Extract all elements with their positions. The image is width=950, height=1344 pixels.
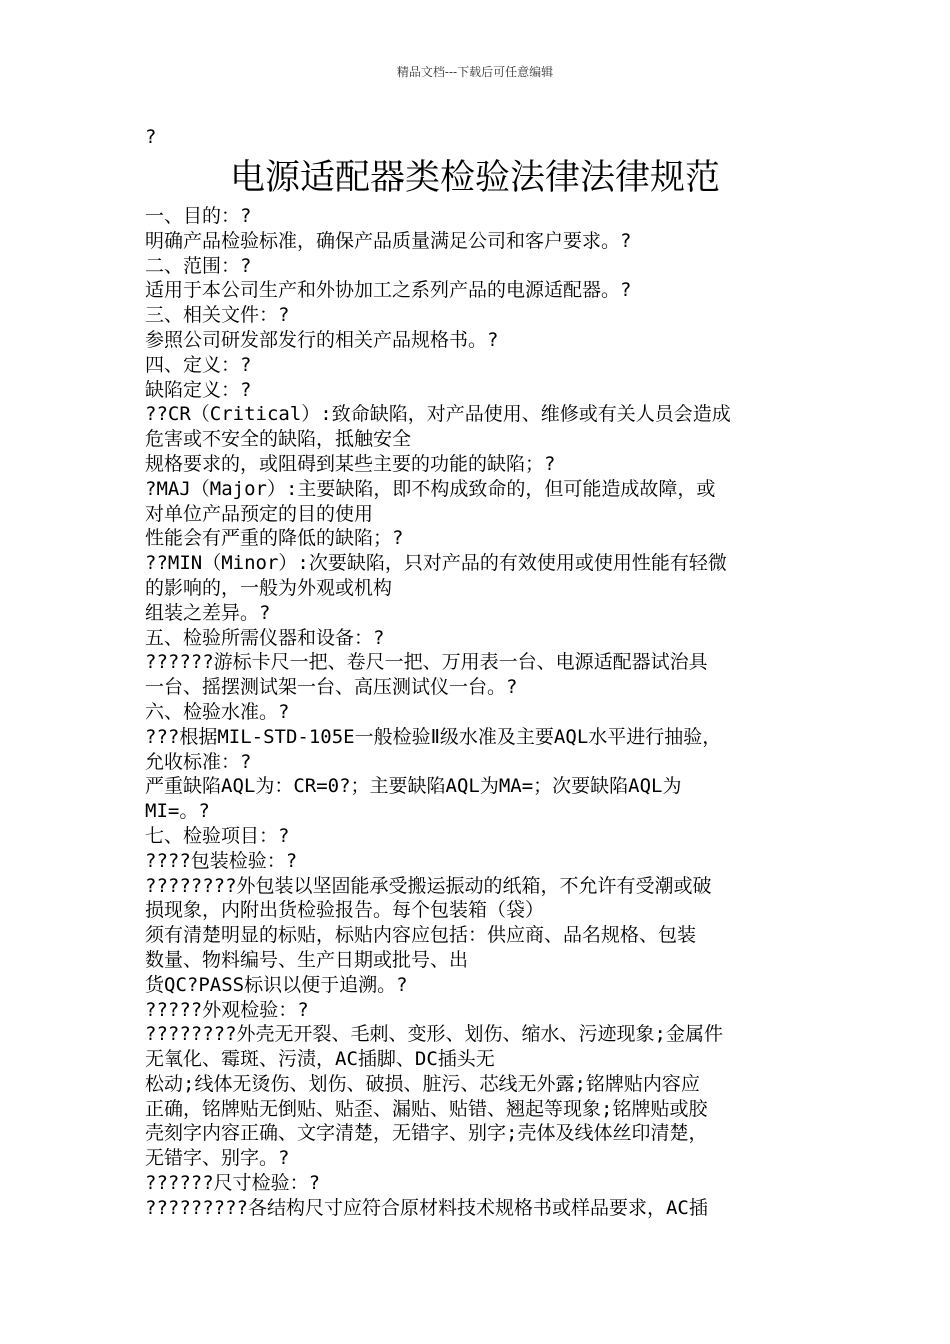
text-line: ????????外包装以坚固能承受搬运振动的纸箱，不允许有受潮或破 bbox=[145, 874, 712, 897]
text-line: MI=。? bbox=[145, 800, 210, 823]
text-line: ??MIN（Minor）:次要缺陷，只对产品的有效使用或使用性能有轻微 bbox=[145, 552, 727, 575]
text-line: 数量、物料编号、生产日期或批号、出 bbox=[145, 948, 469, 971]
document-body bbox=[145, 124, 825, 1221]
text-line: 正确，铭牌贴无倒贴、贴歪、漏贴、贴错、翘起等现象;铭牌贴或胶 bbox=[145, 1097, 708, 1120]
text-line: ??????尺寸检验：? bbox=[145, 1172, 321, 1195]
text-line: 一台、摇摆测试架一台、高压测试仪一台。? bbox=[145, 676, 518, 699]
text-line: 缺陷定义：? bbox=[145, 378, 252, 401]
text-line: 松动;线体无烫伤、划伤、破损、脏污、芯线无外露;铭牌贴内容应 bbox=[145, 1072, 700, 1095]
text-line: ??CR（Critical）:致命缺陷，对产品使用、维修或有关人员会造成 bbox=[145, 403, 731, 426]
text-line: ????????外壳无开裂、毛刺、变形、划伤、缩水、污迹现象;金属件 bbox=[145, 1023, 723, 1046]
text-line: 组装之差异。? bbox=[145, 601, 271, 624]
text-line: 一、目的：? bbox=[145, 205, 252, 227]
text-line: 三、相关文件：? bbox=[145, 304, 290, 327]
text-line: 货QC?PASS标识以便于追溯。? bbox=[145, 973, 408, 996]
text-line: 适用于本公司生产和外协加工之系列产品的电源适配器。? bbox=[145, 279, 632, 302]
text-line: ?????????各结构尺寸应符合原材料技术规格书或样品要求，AC插 bbox=[145, 1196, 708, 1219]
text-line: ?MAJ（Major）:主要缺陷，即不构成致命的，但可能造成故障，或 bbox=[145, 477, 716, 500]
document-text bbox=[145, 204, 825, 1221]
text-line: 性能会有严重的降低的缺陷；? bbox=[145, 527, 404, 550]
leading-question-mark: ? bbox=[145, 126, 157, 148]
text-line: 须有清楚明显的标贴，标贴内容应包括：供应商、品名规格、包装 bbox=[145, 924, 697, 947]
text-line: ?????外观检验：? bbox=[145, 998, 309, 1021]
text-line: 严重缺陷AQL为：CR=0?；主要缺陷AQL为MA=；次要缺陷AQL为 bbox=[145, 775, 682, 798]
document-title: 电源适配器类检验法律法律规范 bbox=[229, 158, 720, 198]
text-line: 明确产品检验标准，确保产品质量满足公司和客户要求。? bbox=[145, 229, 632, 252]
text-line: 规格要求的，或阻碍到某些主要的功能的缺陷；? bbox=[145, 452, 556, 475]
text-line: 无错字、别字。? bbox=[145, 1147, 290, 1170]
text-line: 损现象，内附出货检验报告。每个包装箱（袋） bbox=[145, 899, 545, 922]
text-line: 参照公司研发部发行的相关产品规格书。? bbox=[145, 328, 499, 351]
text-line: 六、检验水准。? bbox=[145, 700, 290, 723]
text-line: 的影响的，一般为外观或机构 bbox=[145, 576, 393, 599]
text-line: 五、检验所需仪器和设备：? bbox=[145, 626, 385, 649]
text-line: 对单位产品预定的目的使用 bbox=[145, 502, 374, 525]
text-line: 七、检验项目：? bbox=[145, 824, 290, 847]
text-line: 危害或不安全的缺陷，抵触安全 bbox=[145, 428, 412, 451]
text-line: ???根据MIL-STD-105E一般检验Ⅱ级水准及主要AQL水平进行抽验， bbox=[145, 725, 722, 748]
page-header-note: 精品文档---下载后可任意编辑 bbox=[396, 65, 554, 79]
text-line: 无氧化、霉斑、污渍，AC插脚、DC插头无 bbox=[145, 1048, 495, 1071]
text-line: 壳刻字内容正确、文字清楚，无错字、别字;壳体及线体丝印清楚， bbox=[145, 1122, 708, 1145]
text-line: 四、定义：? bbox=[145, 353, 252, 376]
text-line: 允收标准：? bbox=[145, 750, 252, 773]
text-line: ??????游标卡尺一把、卷尺一把、万用表一台、电源适配器试治具 bbox=[145, 651, 708, 674]
text-line: 二、范围：? bbox=[145, 254, 252, 277]
text-line: ????包装检验：? bbox=[145, 849, 298, 872]
